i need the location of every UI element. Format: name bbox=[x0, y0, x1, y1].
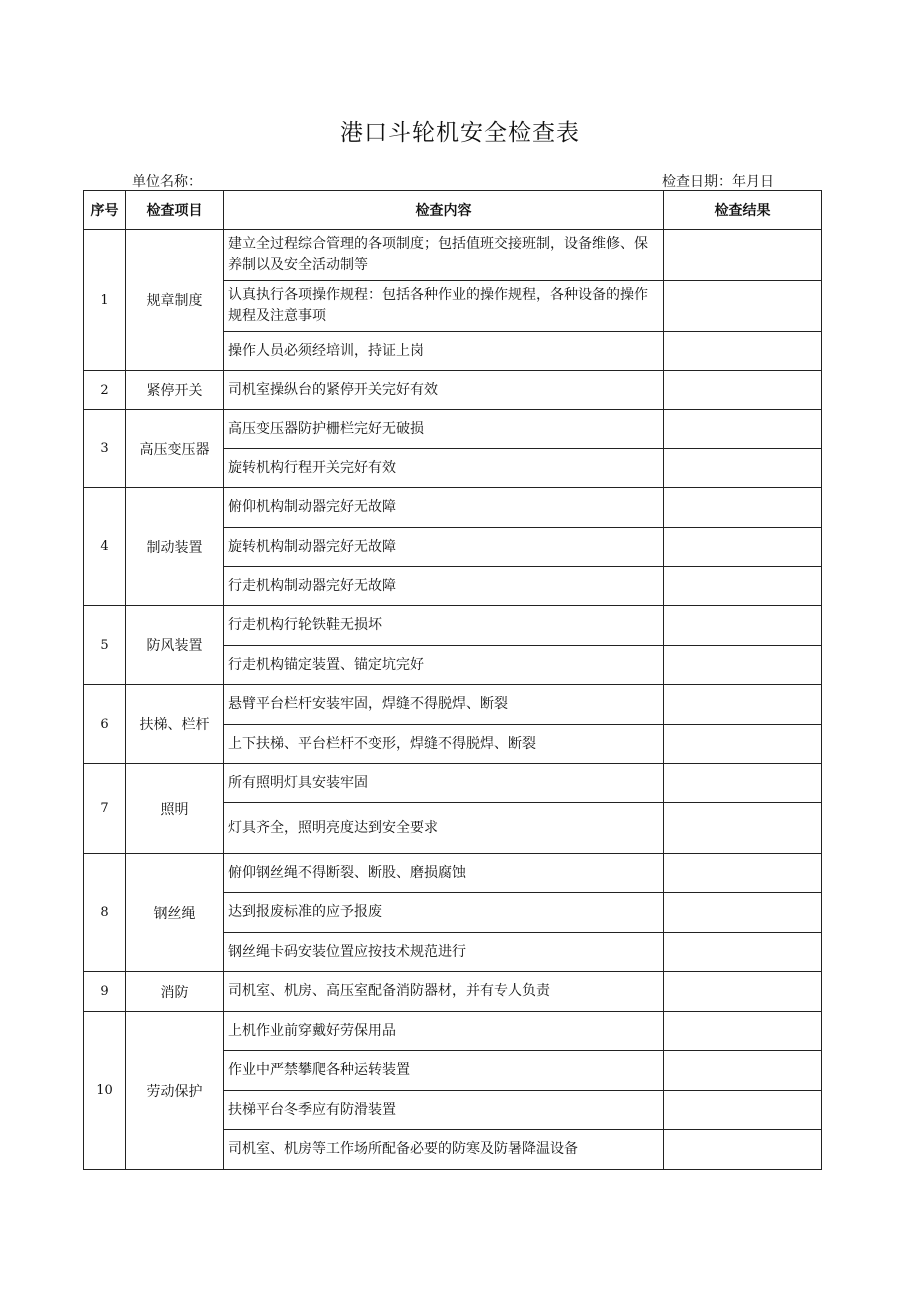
table-row bbox=[84, 230, 822, 281]
table-row bbox=[84, 606, 822, 646]
check-content-cell: 上机作业前穿戴好劳保用品 bbox=[224, 1012, 664, 1051]
serial-number-cell: 5 bbox=[84, 606, 126, 685]
check-item-cell: 消防 bbox=[126, 972, 224, 1012]
inspection-date-label: 检查日期：年月日 bbox=[662, 174, 774, 190]
table-row bbox=[84, 764, 822, 803]
table-row bbox=[84, 685, 822, 725]
check-item-cell: 扶梯、栏杆 bbox=[126, 685, 224, 764]
check-content-cell: 旋转机构制动器完好无故障 bbox=[224, 528, 664, 567]
table-body bbox=[84, 230, 822, 1170]
check-result-cell[interactable] bbox=[664, 410, 822, 449]
header-serial-no: 序号 bbox=[84, 191, 126, 230]
serial-number-cell: 2 bbox=[84, 371, 126, 410]
check-content-cell: 高压变压器防护栅栏完好无破损 bbox=[224, 410, 664, 449]
serial-number-cell: 1 bbox=[84, 230, 126, 371]
check-result-cell[interactable] bbox=[664, 725, 822, 764]
table-row bbox=[84, 371, 822, 410]
check-result-cell[interactable] bbox=[664, 567, 822, 606]
check-item-cell: 钢丝绳 bbox=[126, 854, 224, 972]
check-result-cell[interactable] bbox=[664, 332, 822, 371]
check-content-cell: 认真执行各项操作规程：包括各种作业的操作规程，各种设备的操作规程及注意事项 bbox=[224, 281, 664, 332]
table-row bbox=[84, 972, 822, 1012]
check-content-cell: 行走机构行轮铁鞋无损坏 bbox=[224, 606, 664, 646]
check-result-cell[interactable] bbox=[664, 1130, 822, 1170]
check-item-cell: 紧停开关 bbox=[126, 371, 224, 410]
check-result-cell[interactable] bbox=[664, 488, 822, 528]
check-result-cell[interactable] bbox=[664, 1012, 822, 1051]
check-result-cell[interactable] bbox=[664, 893, 822, 933]
check-result-cell[interactable] bbox=[664, 685, 822, 725]
check-result-cell[interactable] bbox=[664, 230, 822, 281]
check-content-cell: 俯仰钢丝绳不得断裂、断股、磨损腐蚀 bbox=[224, 854, 664, 893]
table-row bbox=[84, 854, 822, 893]
table-row bbox=[84, 410, 822, 449]
check-result-cell[interactable] bbox=[664, 606, 822, 646]
serial-number-cell: 7 bbox=[84, 764, 126, 854]
serial-number-cell: 4 bbox=[84, 488, 126, 606]
check-item-cell: 照明 bbox=[126, 764, 224, 854]
table-row bbox=[84, 488, 822, 528]
unit-name-label: 单位名称： bbox=[132, 174, 202, 190]
check-result-cell[interactable] bbox=[664, 646, 822, 685]
serial-number-cell: 3 bbox=[84, 410, 126, 488]
check-content-cell: 司机室操纵台的紧停开关完好有效 bbox=[224, 371, 664, 410]
check-item-cell: 高压变压器 bbox=[126, 410, 224, 488]
page-title: 港口斗轮机安全检查表 bbox=[340, 120, 580, 146]
serial-number-cell: 6 bbox=[84, 685, 126, 764]
check-content-cell: 悬臂平台栏杆安装牢固，焊缝不得脱焊、断裂 bbox=[224, 685, 664, 725]
check-content-cell: 操作人员必须经培训，持证上岗 bbox=[224, 332, 664, 371]
header-check-content: 检查内容 bbox=[224, 191, 664, 230]
check-result-cell[interactable] bbox=[664, 528, 822, 567]
check-result-cell[interactable] bbox=[664, 803, 822, 854]
check-content-cell: 建立全过程综合管理的各项制度；包括值班交接班制，设备维修、保养制以及安全活动制等 bbox=[224, 230, 664, 281]
serial-number-cell: 9 bbox=[84, 972, 126, 1012]
check-content-cell: 俯仰机构制动器完好无故障 bbox=[224, 488, 664, 528]
check-content-cell: 司机室、机房等工作场所配备必要的防寒及防暑降温设备 bbox=[224, 1130, 664, 1170]
check-content-cell: 灯具齐全，照明亮度达到安全要求 bbox=[224, 803, 664, 854]
check-result-cell[interactable] bbox=[664, 972, 822, 1012]
check-item-cell: 防风装置 bbox=[126, 606, 224, 685]
check-content-cell: 钢丝绳卡码安装位置应按技术规范进行 bbox=[224, 933, 664, 972]
check-result-cell[interactable] bbox=[664, 764, 822, 803]
table-row bbox=[84, 1012, 822, 1051]
check-item-cell: 制动装置 bbox=[126, 488, 224, 606]
check-item-cell: 劳动保护 bbox=[126, 1012, 224, 1170]
check-content-cell: 行走机构制动器完好无故障 bbox=[224, 567, 664, 606]
check-item-cell: 规章制度 bbox=[126, 230, 224, 371]
check-content-cell: 作业中严禁攀爬各种运转装置 bbox=[224, 1051, 664, 1091]
check-content-cell: 行走机构锚定装置、锚定坑完好 bbox=[224, 646, 664, 685]
table-header-row bbox=[84, 191, 822, 230]
check-result-cell[interactable] bbox=[664, 449, 822, 488]
inspection-table bbox=[83, 190, 822, 1170]
serial-number-cell: 8 bbox=[84, 854, 126, 972]
check-result-cell[interactable] bbox=[664, 933, 822, 972]
check-result-cell[interactable] bbox=[664, 1091, 822, 1130]
check-content-cell: 司机室、机房、高压室配备消防器材，并有专人负责 bbox=[224, 972, 664, 1012]
check-result-cell[interactable] bbox=[664, 371, 822, 410]
serial-number-cell: 10 bbox=[84, 1012, 126, 1170]
check-content-cell: 所有照明灯具安装牢固 bbox=[224, 764, 664, 803]
check-content-cell: 旋转机构行程开关完好有效 bbox=[224, 449, 664, 488]
check-result-cell[interactable] bbox=[664, 281, 822, 332]
check-content-cell: 上下扶梯、平台栏杆不变形，焊缝不得脱焊、断裂 bbox=[224, 725, 664, 764]
header-check-result: 检查结果 bbox=[664, 191, 822, 230]
check-result-cell[interactable] bbox=[664, 854, 822, 893]
header-check-item: 检查项目 bbox=[126, 191, 224, 230]
check-content-cell: 达到报废标准的应予报废 bbox=[224, 893, 664, 933]
check-content-cell: 扶梯平台冬季应有防滑装置 bbox=[224, 1091, 664, 1130]
check-result-cell[interactable] bbox=[664, 1051, 822, 1091]
